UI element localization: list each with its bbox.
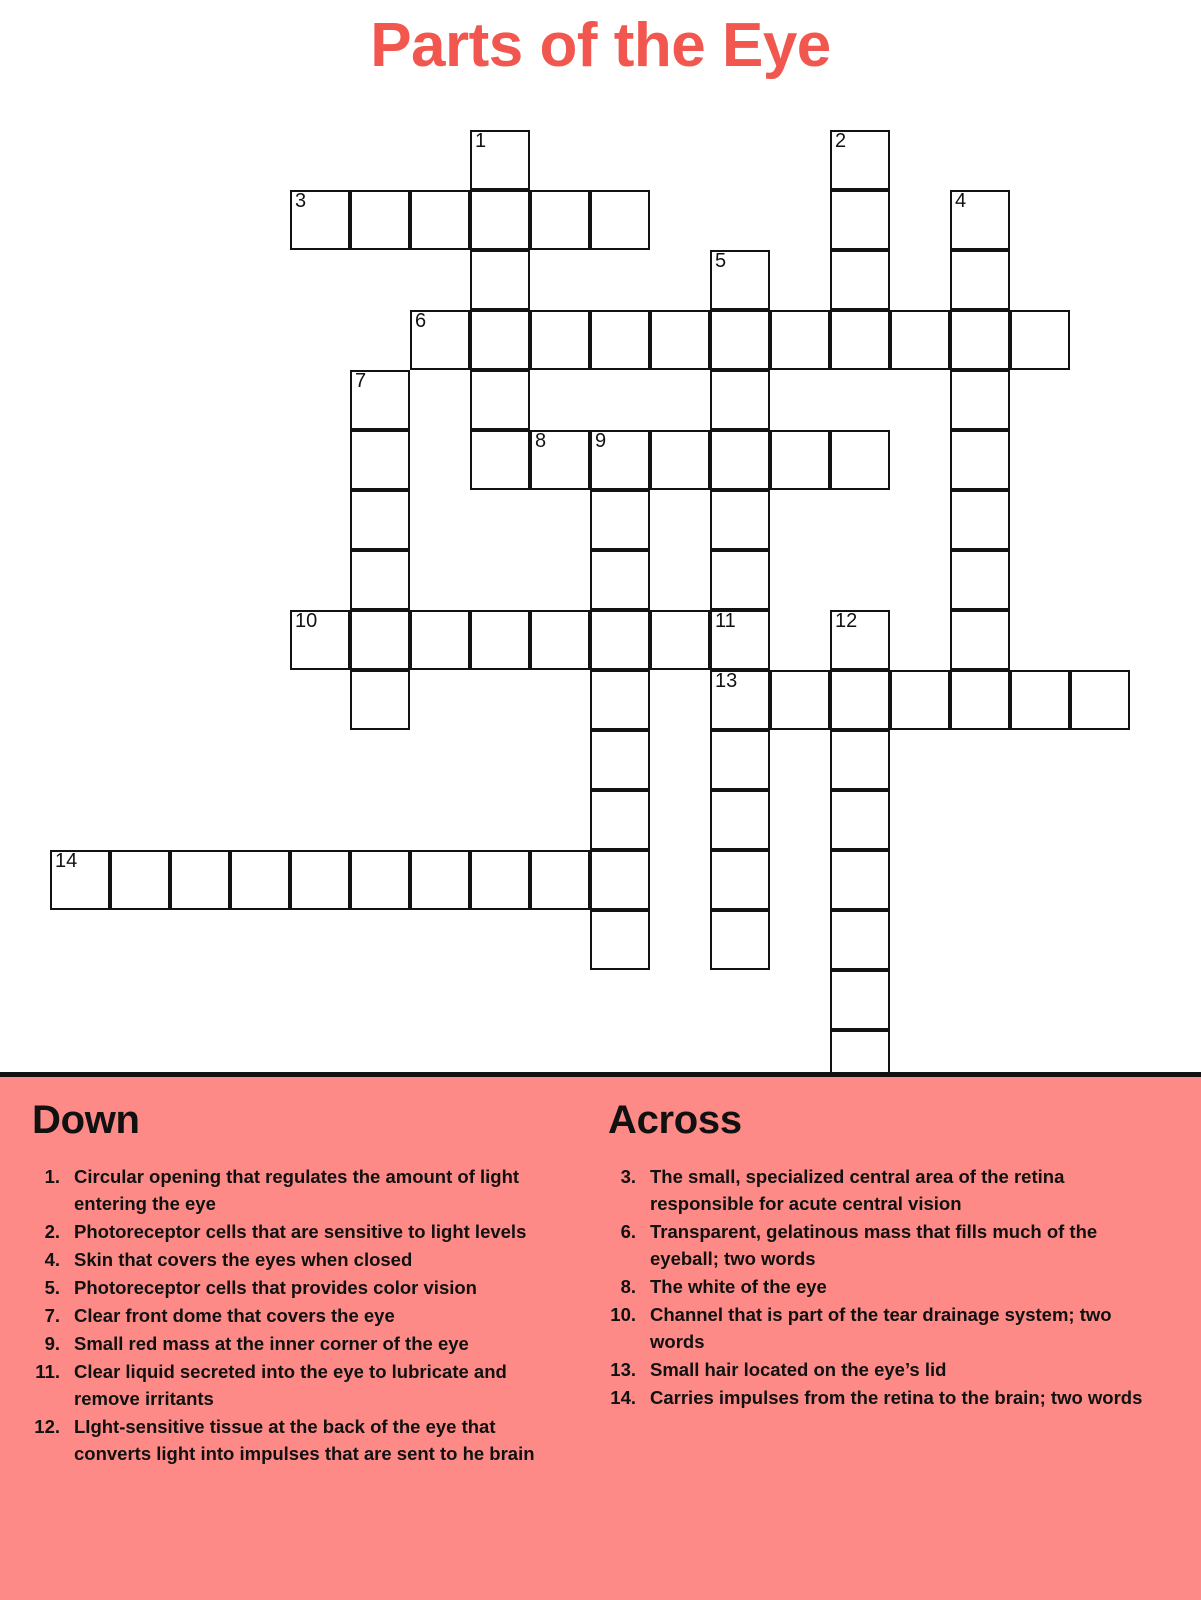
cell-number: 12 xyxy=(835,610,858,632)
clue-text: Small red mass at the inner corner of the eye xyxy=(74,1333,469,1354)
grid-cell[interactable] xyxy=(350,430,410,490)
down-heading: Down xyxy=(32,1098,140,1142)
across-clue-list xyxy=(608,1163,1153,1411)
cell-number: 10 xyxy=(295,610,318,632)
grid-cell[interactable] xyxy=(650,310,710,370)
grid-cell[interactable] xyxy=(470,130,530,190)
grid-cell[interactable] xyxy=(830,430,890,490)
clue-number: 4. xyxy=(44,1249,60,1270)
grid-cell[interactable] xyxy=(350,670,410,730)
grid-cell[interactable] xyxy=(830,730,890,790)
clue-text: The white of the eye xyxy=(650,1276,827,1297)
clue-number: 9. xyxy=(44,1333,60,1354)
grid-cell[interactable] xyxy=(890,670,950,730)
clue-text: Clear front dome that covers the eye xyxy=(74,1305,395,1326)
grid-cell[interactable] xyxy=(710,430,770,490)
clue-number: 6. xyxy=(620,1221,636,1242)
grid-cell[interactable] xyxy=(530,610,590,670)
grid-cell[interactable] xyxy=(470,310,530,370)
clue-item[interactable] xyxy=(32,1302,577,1329)
grid-cell[interactable] xyxy=(770,670,830,730)
cell-number: 2 xyxy=(835,130,847,152)
grid-cell[interactable] xyxy=(590,670,650,730)
clue-number: 12. xyxy=(34,1416,60,1437)
grid-cell[interactable] xyxy=(710,250,770,310)
grid-cell[interactable] xyxy=(890,310,950,370)
clue-item[interactable] xyxy=(32,1163,577,1217)
clue-item[interactable] xyxy=(608,1301,1153,1355)
cell-number: 4 xyxy=(955,190,967,212)
clue-item[interactable] xyxy=(32,1413,577,1467)
clue-text: Channel that is part of the tear drainage system; two words xyxy=(650,1304,1112,1352)
clue-item[interactable] xyxy=(32,1218,577,1245)
clue-item[interactable] xyxy=(608,1384,1153,1411)
clue-number: 11. xyxy=(35,1361,60,1382)
grid-cell[interactable] xyxy=(830,970,890,1030)
grid-cell[interactable] xyxy=(350,850,410,910)
grid-cell[interactable] xyxy=(830,670,890,730)
grid-cell[interactable] xyxy=(410,310,470,370)
clue-text: Circular opening that regulates the amount of light entering the eye xyxy=(74,1166,520,1214)
cell-number: 11 xyxy=(715,610,736,632)
down-clue-list xyxy=(32,1163,577,1467)
cell-number: 3 xyxy=(295,190,307,212)
grid-cell[interactable] xyxy=(950,250,1010,310)
clue-number: 8. xyxy=(620,1276,636,1297)
grid-cell[interactable] xyxy=(830,790,890,850)
cell-number: 8 xyxy=(535,430,547,452)
clue-number: 3. xyxy=(620,1166,636,1187)
grid-cell[interactable] xyxy=(590,850,650,910)
grid-cell[interactable] xyxy=(530,430,590,490)
clue-item[interactable] xyxy=(32,1274,577,1301)
grid-cell[interactable] xyxy=(710,550,770,610)
grid-cell[interactable] xyxy=(650,430,710,490)
clue-item[interactable] xyxy=(608,1218,1153,1272)
grid-cell[interactable] xyxy=(950,190,1010,250)
grid-cell[interactable] xyxy=(1070,670,1130,730)
grid-cell[interactable] xyxy=(590,490,650,550)
grid-cell[interactable] xyxy=(710,730,770,790)
clue-number: 2. xyxy=(44,1221,60,1242)
grid-cell[interactable] xyxy=(350,610,410,670)
clue-item[interactable] xyxy=(608,1273,1153,1300)
grid-cell[interactable] xyxy=(350,190,410,250)
clue-text: Clear liquid secreted into the eye to lubricate and remove irritants xyxy=(74,1361,507,1409)
grid-cell[interactable] xyxy=(410,850,470,910)
grid-cell[interactable] xyxy=(290,610,350,670)
clue-text: Photoreceptor cells that provides color vision xyxy=(74,1277,477,1298)
grid-cell[interactable] xyxy=(470,610,530,670)
grid-cell[interactable] xyxy=(470,430,530,490)
grid-cell[interactable] xyxy=(1010,670,1070,730)
grid-cell[interactable] xyxy=(530,850,590,910)
down-clues-column xyxy=(32,1099,577,1468)
grid-cell[interactable] xyxy=(410,190,470,250)
grid-cell[interactable] xyxy=(590,790,650,850)
clues-panel xyxy=(0,1077,1201,1600)
clue-text: LIght-sensitive tissue at the back of the eye that converts light into impulses that are sent to he brain xyxy=(74,1416,535,1464)
clue-text: Carries impulses from the retina to the brain; two words xyxy=(650,1387,1143,1408)
grid-cell[interactable] xyxy=(950,370,1010,430)
clue-item[interactable] xyxy=(608,1163,1153,1217)
cell-number: 5 xyxy=(715,250,727,272)
grid-cell[interactable] xyxy=(710,790,770,850)
grid-cell[interactable] xyxy=(350,370,410,430)
grid-cell[interactable] xyxy=(770,310,830,370)
grid-cell[interactable] xyxy=(50,850,110,910)
clue-item[interactable] xyxy=(32,1358,577,1412)
grid-cell[interactable] xyxy=(950,430,1010,490)
grid-cell[interactable] xyxy=(710,850,770,910)
grid-cell[interactable] xyxy=(530,310,590,370)
grid-cell[interactable] xyxy=(950,610,1010,670)
grid-cell[interactable] xyxy=(830,310,890,370)
clue-number: 7. xyxy=(44,1305,60,1326)
grid-cell[interactable] xyxy=(590,310,650,370)
grid-cell[interactable] xyxy=(950,490,1010,550)
grid-cell[interactable] xyxy=(350,550,410,610)
grid-cell[interactable] xyxy=(950,310,1010,370)
grid-cell[interactable] xyxy=(590,190,650,250)
grid-cell[interactable] xyxy=(710,610,770,670)
clue-text: Small hair located on the eye’s lid xyxy=(650,1359,947,1380)
clue-text: Skin that covers the eyes when closed xyxy=(74,1249,413,1270)
clue-item[interactable] xyxy=(32,1246,577,1273)
grid-cell[interactable] xyxy=(470,850,530,910)
grid-cell[interactable] xyxy=(830,910,890,970)
clue-item[interactable] xyxy=(608,1356,1153,1383)
page-title: Parts of the Eye xyxy=(370,11,831,80)
grid-cell[interactable] xyxy=(830,850,890,910)
cell-number: 6 xyxy=(415,310,427,332)
grid-cell[interactable] xyxy=(830,190,890,250)
clue-item[interactable] xyxy=(32,1330,577,1357)
grid-cell[interactable] xyxy=(590,550,650,610)
clue-text: Photoreceptor cells that are sensitive to light levels xyxy=(74,1221,527,1242)
clue-text: The small, specialized central area of the retina responsible for acute central vision xyxy=(650,1166,1065,1214)
grid-cell[interactable] xyxy=(350,490,410,550)
grid-cell[interactable] xyxy=(710,670,770,730)
grid-cell[interactable] xyxy=(830,250,890,310)
grid-cell[interactable] xyxy=(590,730,650,790)
cell-number: 14 xyxy=(55,850,78,872)
clue-number: 14. xyxy=(610,1387,636,1408)
grid-cell[interactable] xyxy=(590,910,650,970)
grid-cell[interactable] xyxy=(470,370,530,430)
cell-number: 13 xyxy=(715,670,738,692)
grid-cell[interactable] xyxy=(710,370,770,430)
grid-cell[interactable] xyxy=(950,670,1010,730)
grid-cell[interactable] xyxy=(710,490,770,550)
grid-cell[interactable] xyxy=(650,610,710,670)
grid-cell[interactable] xyxy=(290,190,350,250)
clue-number: 5. xyxy=(44,1277,60,1298)
clue-number: 1. xyxy=(44,1166,60,1187)
cell-number: 1 xyxy=(475,130,487,152)
grid-cell[interactable] xyxy=(110,850,170,910)
clue-text: Transparent, gelatinous mass that fills much of the eyeball; two words xyxy=(650,1221,1098,1269)
grid-cell[interactable] xyxy=(830,130,890,190)
grid-cell[interactable] xyxy=(410,610,470,670)
grid-cell[interactable] xyxy=(470,250,530,310)
clue-number: 13. xyxy=(610,1359,636,1380)
cell-number: 9 xyxy=(595,430,607,452)
cell-number: 7 xyxy=(355,370,367,392)
grid-cell[interactable] xyxy=(710,910,770,970)
clue-number: 10. xyxy=(610,1304,636,1325)
grid-cell[interactable] xyxy=(770,430,830,490)
grid-cell[interactable] xyxy=(950,550,1010,610)
grid-cell[interactable] xyxy=(1010,310,1070,370)
across-clues-column xyxy=(608,1099,1153,1412)
grid-cell[interactable] xyxy=(230,850,290,910)
grid-cell[interactable] xyxy=(290,850,350,910)
grid-cell[interactable] xyxy=(710,310,770,370)
across-heading: Across xyxy=(608,1098,742,1142)
grid-cell[interactable] xyxy=(590,430,650,490)
grid-cell[interactable] xyxy=(830,610,890,670)
grid-cell[interactable] xyxy=(470,190,530,250)
grid-cell[interactable] xyxy=(530,190,590,250)
grid-cell[interactable] xyxy=(170,850,230,910)
grid-cell[interactable] xyxy=(590,610,650,670)
